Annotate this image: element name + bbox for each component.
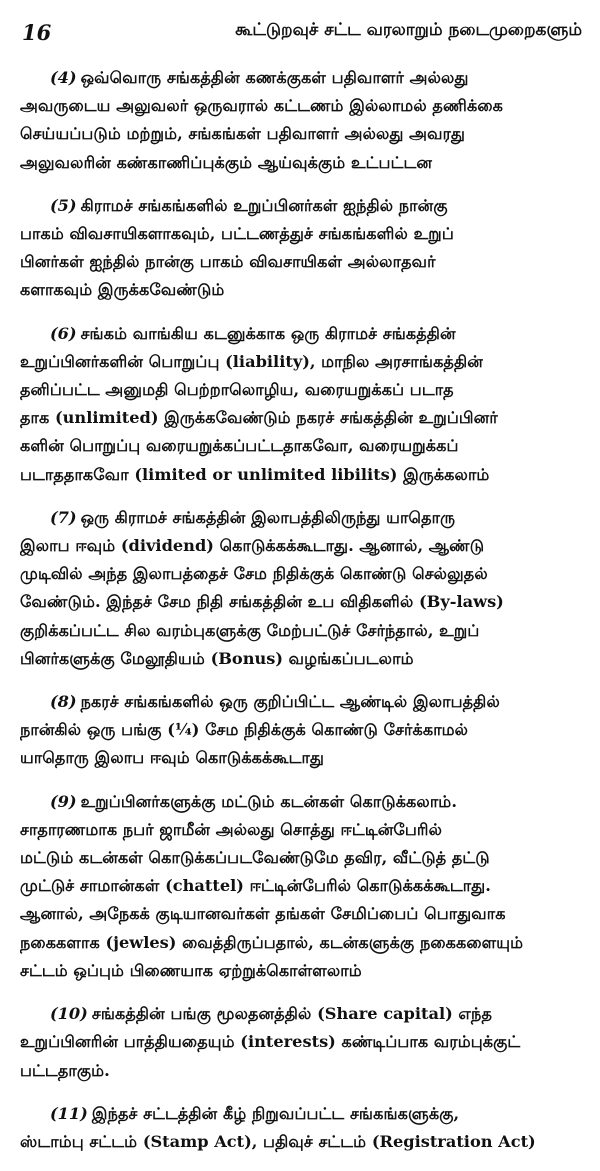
text-line: சாதாரணமாக நபர் ஜாமீன் அல்லது சொத்து ஈட்டின்பேரில் <box>20 819 443 839</box>
text-line: யாதொரு இலாப ஈவும் கொடுக்கக்கூடாது <box>20 748 324 768</box>
text-line: களின் பொறுப்பு வரையறுக்கப்பட்டதாகவோ, வரையறுக்கப் <box>20 436 459 456</box>
text-line: படாததாகவோ (limited or unlimited libilits) இருக்கலாம் <box>20 464 490 484</box>
text-line <box>20 688 584 716</box>
text-line <box>20 1100 584 1128</box>
paragraph-number: (6) <box>50 323 77 343</box>
paragraph-number: (5) <box>50 195 77 215</box>
paragraph <box>20 192 584 305</box>
paragraph-first-line: சங்கத்தின் பங்கு மூலதனத்தில் (Share capital) எந்த <box>91 1004 492 1024</box>
text-line: நகைகளாக (jewles) வைத்திருப்பதால், கடன்களுக்கு நகைகளையும் <box>20 932 524 952</box>
text-line <box>20 64 584 92</box>
text-line <box>20 788 584 816</box>
paragraph-first-line: ஒரு கிராமச் சங்கத்தின் இலாபத்திலிருந்து யாதொரு <box>80 507 456 527</box>
paragraph-number: (10) <box>50 1004 88 1024</box>
paragraph-number: (11) <box>50 1103 88 1123</box>
paragraph-number: (4) <box>50 68 77 87</box>
text-line: அவருடைய அலுவலர் ஒருவரால் கட்டணம் இல்லாமல் தணிக்கை <box>20 96 504 116</box>
paragraph <box>20 788 584 985</box>
paragraph-number: (8) <box>50 692 77 712</box>
text-line: தனிப்பட்ட அனுமதி பெற்றாலொழிய, வரையறுக்கப் படாத <box>20 380 454 400</box>
text-line: சட்டம் ஒப்பும் பிணையாக ஏற்றுக்கொள்ளலாம் <box>20 960 362 980</box>
running-title: கூட்டுறவுச் சட்ட வரலாறும் நடைமுறைகளும் <box>235 20 582 40</box>
text-line: பாகம் விவசாயிகளாகவும், பட்டணத்துச் சங்கங்களில் உறுப் <box>20 224 454 244</box>
text-line: பினர்களுக்கு மேலூதியம் (Bonus) வழங்கப்படலாம் <box>20 648 414 668</box>
page-number: 16 <box>22 20 52 45</box>
paragraph-number: (7) <box>50 507 77 527</box>
text-line: வேண்டும். இந்தச் சேம நிதி சங்கத்தின் உப விதிகளில் (By-laws) <box>20 592 504 612</box>
text-line: குறிக்கப்பட்ட சில வரம்புகளுக்கு மேற்பட்டுச் சேர்ந்தால், உறுப் <box>20 620 480 640</box>
paragraph-first-line: ஒவ்வொரு சங்கத்தின் கணக்குகள் பதிவாளர் அல்லது <box>80 68 469 87</box>
text-line: இலாப ஈவும் (dividend) கொடுக்கக்கூடாது. ஆனால், ஆண்டு <box>20 536 485 556</box>
text-line <box>20 320 584 348</box>
text-line: உறுப்பினர்களின் பொறுப்பு (liability), மாநில அரசாங்கத்தின் <box>20 351 483 371</box>
text-line: களாகவும் இருக்கவேண்டும் <box>20 280 225 300</box>
text-line: முடிவில் அந்த இலாபத்தைச் சேம நிதிக்குக் கொண்டு செல்லுதல் <box>20 564 488 584</box>
paragraph-number: (9) <box>50 791 77 811</box>
text-line: நான்கில் ஒரு பங்கு (¼) சேம நிதிக்குக் கொண்டு சேர்க்காமல் <box>20 720 469 740</box>
paragraph <box>20 320 584 489</box>
text-line: அலுவலரின் கண்காணிப்புக்கும் ஆய்வுக்கும் உட்பட்டன <box>20 152 433 172</box>
paragraph <box>20 64 584 177</box>
paragraph-first-line: கிராமச் சங்கங்களில் உறுப்பினர்கள் ஐந்தில் நான்கு <box>80 195 448 215</box>
text-line: பட்டதாகும். <box>20 1060 110 1080</box>
text-line: முட்டுச் சாமான்கள் (chattel) ஈட்டின்பேரில் கொடுக்கக்கூடாது. <box>20 876 491 896</box>
text-line: செய்யப்படும் மற்றும், சங்கங்கள் பதிவாளர் அல்லது அவரது <box>20 124 466 144</box>
paragraph-first-line: சங்கம் வாங்கிய கடனுக்காக ஒரு கிராமச் சங்கத்தின் <box>80 323 456 343</box>
paragraph <box>20 1100 584 1156</box>
text-line <box>20 1000 584 1028</box>
paragraph <box>20 1000 584 1085</box>
text-line: உறுப்பினரின் பாத்தியதையும் (interests) கண்டிப்பாக வரம்புக்குட் <box>20 1032 521 1052</box>
body-text <box>20 64 584 1171</box>
paragraph <box>20 504 584 673</box>
paragraph <box>20 688 584 773</box>
paragraph-first-line: நகரச் சங்கங்களில் ஒரு குறிப்பிட்ட ஆண்டில் இலாபத்தில் <box>80 692 500 712</box>
text-line: தாக (unlimited) இருக்கவேண்டும் நகரச் சங்கத்தின் உறுப்பினர் <box>20 408 498 428</box>
paragraph-first-line: இந்தச் சட்டத்தின் கீழ் நிறுவப்பட்ட சங்கங்களுக்கு, <box>91 1103 460 1123</box>
text-line <box>20 192 584 220</box>
text-line: ஸ்டாம்பு சட்டம் (Stamp Act), பதிவுச் சட்டம் (Registration Act) <box>20 1131 536 1151</box>
text-line: ஆனால், அநேகக் குடியானவர்கள் தங்கள் சேமிப்பைப் பொதுவாக <box>20 904 506 924</box>
text-line <box>20 504 584 532</box>
text-line: மட்டும் கடன்கள் கொடுக்கப்படவேண்டுமே தவிர, வீட்டுத் தட்டு <box>20 848 490 868</box>
text-line: பினர்கள் ஐந்தில் நான்கு பாகம் விவசாயிகள் அல்லாதவர் <box>20 252 436 272</box>
page-header <box>22 14 582 48</box>
paragraph-first-line: உறுப்பினர்களுக்கு மட்டும் கடன்கள் கொடுக்கலாம். <box>80 791 457 811</box>
